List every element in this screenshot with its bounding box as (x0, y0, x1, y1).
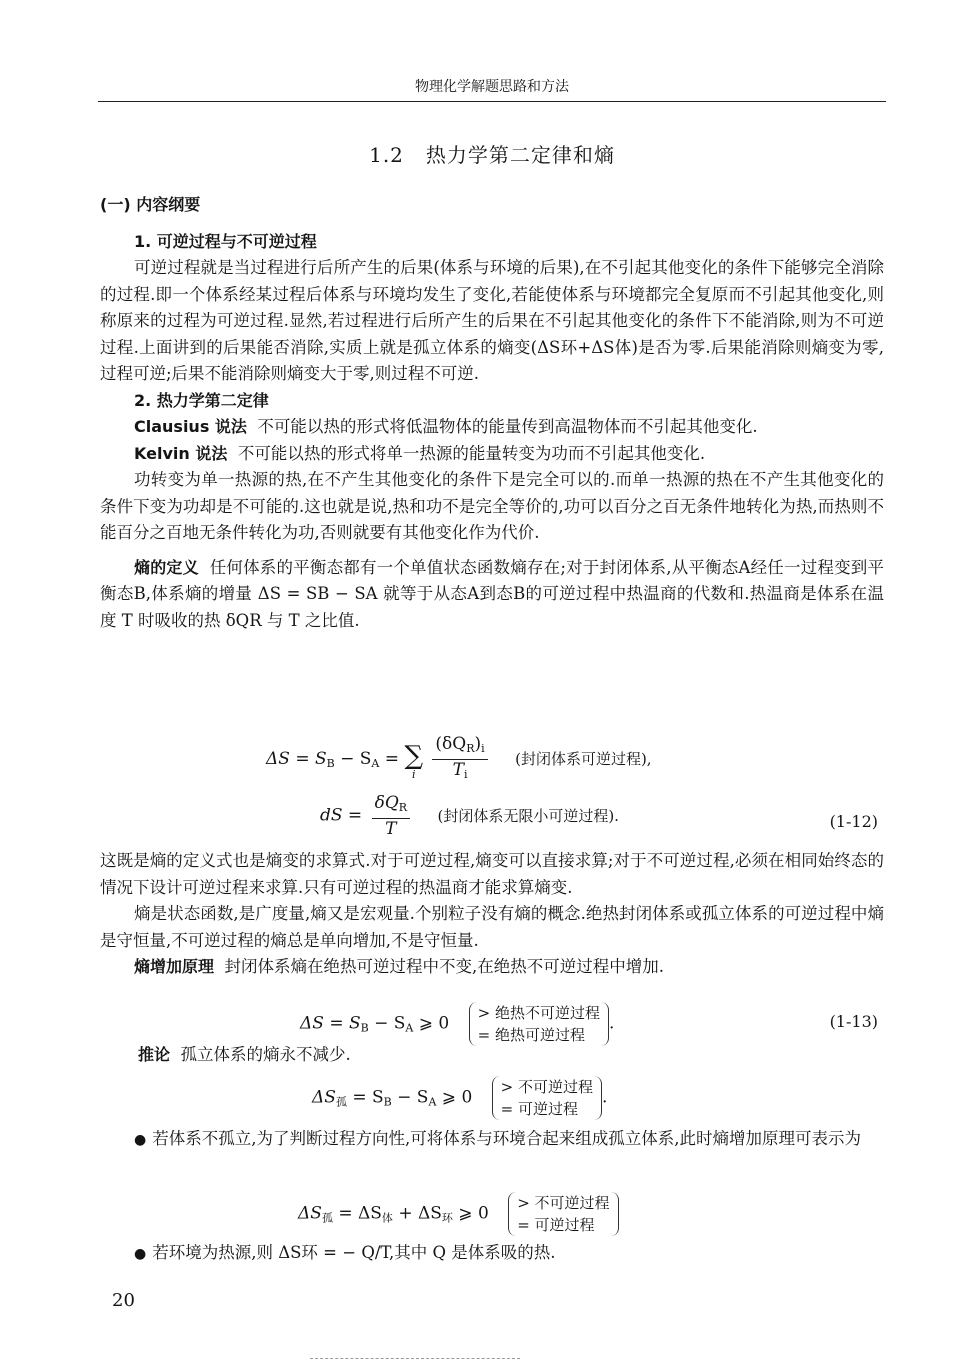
eq1-numerator (432, 734, 487, 760)
eq2-den: T (385, 819, 397, 839)
eq3-cond-greater: > 绝热不可逆过程 (477, 1004, 600, 1022)
eq1-condition: (封闭体系可逆过程), (515, 750, 652, 768)
equation-entropy-sum (266, 734, 652, 785)
eq2-condition: (封闭体系无限小可逆过程). (437, 806, 619, 825)
eq5-plus: + ΔS (392, 1203, 442, 1224)
eq3-lhs: ΔS = S (300, 1013, 361, 1034)
eq4-mid2: − S (391, 1087, 429, 1108)
content-block-2 (100, 848, 884, 981)
eq4-cond-greater: > 不可逆过程 (500, 1078, 594, 1096)
eq4-mid: = S (346, 1087, 384, 1108)
equation-total (298, 1192, 619, 1236)
eq5-mid: = ΔS (332, 1203, 382, 1224)
eq5-sub-body: 体 (381, 1211, 393, 1225)
kelvin-statement (100, 441, 884, 468)
eq1-lhs: ΔS = S (266, 749, 327, 769)
eq1-sub-a: A (371, 757, 380, 770)
bullet-text-1: 若体系不孤立,为了判断过程方向性,可将体系与环境合起来组成孤立体系,此时熵增加原理可表示为 (152, 1129, 861, 1148)
eq2-numerator (372, 793, 410, 819)
eq3-sub-b: B (360, 1021, 369, 1035)
section-title-text: 热力学第二定律和熵 (425, 143, 615, 167)
kelvin-text: 不可能以热的形式将单一热源的能量转变为功而不引起其他变化. (237, 443, 706, 463)
increase-label: 熵增加原理 (134, 957, 215, 976)
scan-artifact-line (310, 1358, 520, 1359)
eq4-conditions (492, 1076, 602, 1120)
eq1-den-i: i (463, 768, 468, 781)
part-heading: (一) 内容纲要 (100, 195, 201, 214)
equation-number-1-13: (1-13) (829, 1012, 878, 1031)
corollary-line (100, 1042, 884, 1069)
eq5-lhs-sub: 孤 (321, 1211, 333, 1225)
kelvin-label: Kelvin 说法 (134, 443, 228, 463)
eq5-lhs: ΔS (298, 1203, 322, 1224)
bullet-dot-icon: ● (134, 1132, 147, 1148)
eq3-relation: ⩾ 0 (413, 1013, 450, 1034)
eq2-num-text: δQ (374, 793, 399, 813)
corollary-label: 推论 (138, 1045, 171, 1064)
increase-text: 封闭体系熵在绝热可逆过程中不变,在绝热不可逆过程中增加. (224, 957, 665, 976)
section-number: 1.2 (369, 143, 404, 167)
eq3-mid: − S (368, 1013, 406, 1034)
sigma-glyph: ∑ (404, 740, 423, 771)
eq3-sub-a: A (405, 1021, 414, 1035)
eq3-cond-equal: = 绝热可逆过程 (477, 1026, 585, 1044)
eq1-sub-b: B (326, 757, 335, 770)
eq1-denominator (432, 760, 487, 785)
clausius-statement (100, 414, 884, 441)
eq4-relation: ⩾ 0 (436, 1087, 473, 1108)
paragraph-work-heat: 功转变为单一热源的热,在不产生其他变化的条件下是完全可以的.而单一热源的热在不产生其他变化的条件下变为功却是不可能的.这也就是说,热和功不是完全等价的,功可以百分之百无条件地转化为热,而热则不能百分之百地无条件转化为功,否则就要有其他变化作为代价. (100, 470, 884, 542)
eq5-sub-surr: 环 (441, 1211, 453, 1225)
bullet-item-2 (100, 1240, 884, 1268)
eq2-denominator (372, 819, 410, 839)
clausius-label: Clausius 说法 (134, 417, 247, 436)
corollary (100, 1042, 884, 1069)
entropy-increase-principle (100, 954, 884, 981)
eq1-mid: − S (334, 749, 372, 769)
subsection-heading-1: 1. 可逆过程与不可逆过程 (134, 231, 317, 251)
running-head: 物理化学解题思路和方法 (415, 79, 569, 95)
eq1-equals: = (379, 749, 405, 769)
eq1-num-end: ) (474, 734, 482, 754)
corollary-text: 孤立体系的熵永不减少. (180, 1045, 351, 1064)
entropy-def-text: 任何体系的平衡态都有一个单值状态函数熵存在;对于封闭体系,从平衡态A经任一过程变到平衡态B,体系熵的增量 ΔS = SB − SA 就等于从态A到态B的可逆过程中热温商的代数和.热温商是体系在温度 T 时吸收的热 δQR 与 T 之比值. (100, 557, 884, 630)
eq3-period: . (609, 1013, 615, 1034)
clausius-text: 不可能以热的形式将低温物体的能量传到高温物体而不引起其他变化. (257, 417, 758, 436)
bullet-item-1 (100, 1126, 884, 1154)
section-title (100, 139, 884, 168)
paragraph-state-function: 熵是状态函数,是广度量,熵又是宏观量.个别粒子没有熵的概念.绝热封闭体系或孤立体系的可逆过程中熵是守恒量,不可逆过程的熵总是单向增加,不是守恒量. (100, 904, 884, 950)
eq4-sub-a: A (428, 1095, 437, 1109)
equation-number-1-12: (1-12) (829, 812, 878, 831)
eq1-num-sub: R (466, 742, 475, 755)
subsection-heading-2: 2. 热力学第二定律 (134, 390, 269, 410)
eq1-num-i: i (481, 742, 485, 755)
eq1-den-t: T (452, 760, 464, 780)
eq5-conditions (508, 1192, 618, 1236)
header-rule (98, 101, 886, 102)
eq1-fraction (432, 734, 487, 785)
eq4-lhs-sub: 孤 (335, 1095, 347, 1109)
entropy-def-label: 熵的定义 (134, 557, 199, 577)
eq4-lhs: ΔS (312, 1087, 336, 1108)
eq2-lhs: dS = (320, 805, 368, 826)
eq2-num-sub: R (398, 801, 408, 814)
paragraph-definition-note: 这既是熵的定义式也是熵变的求算式.对于可逆过程,熵变可以直接求算;对于不可逆过程,必须在相同始终态的情况下设计可逆过程来求算.只有可逆过程的热温商才能求算熵变. (100, 851, 884, 897)
equation-adiabatic (300, 1002, 614, 1046)
entropy-definition (100, 555, 884, 635)
bullet-block-1 (100, 1126, 884, 1154)
paragraph-reversible: 可逆过程就是当过程进行后所产生的后果(体系与环境的后果),在不引起其他变化的条件下能够完全消除的过程.即一个体系经某过程后体系与环境均发生了变化,若能使体系与环境都完全复原而不引起其他变化,则称原来的过程为可逆过程.显然,若过程进行后所产生的后果在不引起其他变化的条件下不能消除,则为不可逆过程.上面讲到的后果能否消除,实质上就是孤立体系的熵变(ΔS环+ΔS体)是否为零.后果能消除则熵变为零,过程可逆;后果不能消除则熵变大于零,则过程不可逆. (100, 258, 884, 383)
eq2-fraction (372, 793, 410, 839)
equation-differential (320, 793, 619, 839)
eq4-cond-equal: = 可逆过程 (500, 1100, 579, 1118)
eq5-relation: ⩾ 0 (452, 1203, 489, 1224)
eq4-period: . (602, 1087, 608, 1108)
bullet-text-2: 若环境为热源,则 ΔS环 = − Q/T,其中 Q 是体系吸的热. (152, 1243, 556, 1262)
equation-isolated (312, 1076, 607, 1120)
eq3-conditions (469, 1002, 609, 1046)
bullet-block-2 (100, 1240, 884, 1268)
eq5-cond-equal: = 可逆过程 (517, 1216, 595, 1234)
eq5-cond-greater: > 不可逆过程 (517, 1194, 610, 1212)
eq4-sub-b: B (383, 1095, 392, 1109)
eq1-num-text: (δQ (435, 734, 467, 754)
sigma-index: i (411, 767, 416, 781)
summation-symbol (404, 741, 423, 779)
content-block-1 (100, 192, 884, 634)
page-number: 20 (112, 1290, 135, 1311)
bullet-dot-icon: ● (134, 1246, 147, 1262)
